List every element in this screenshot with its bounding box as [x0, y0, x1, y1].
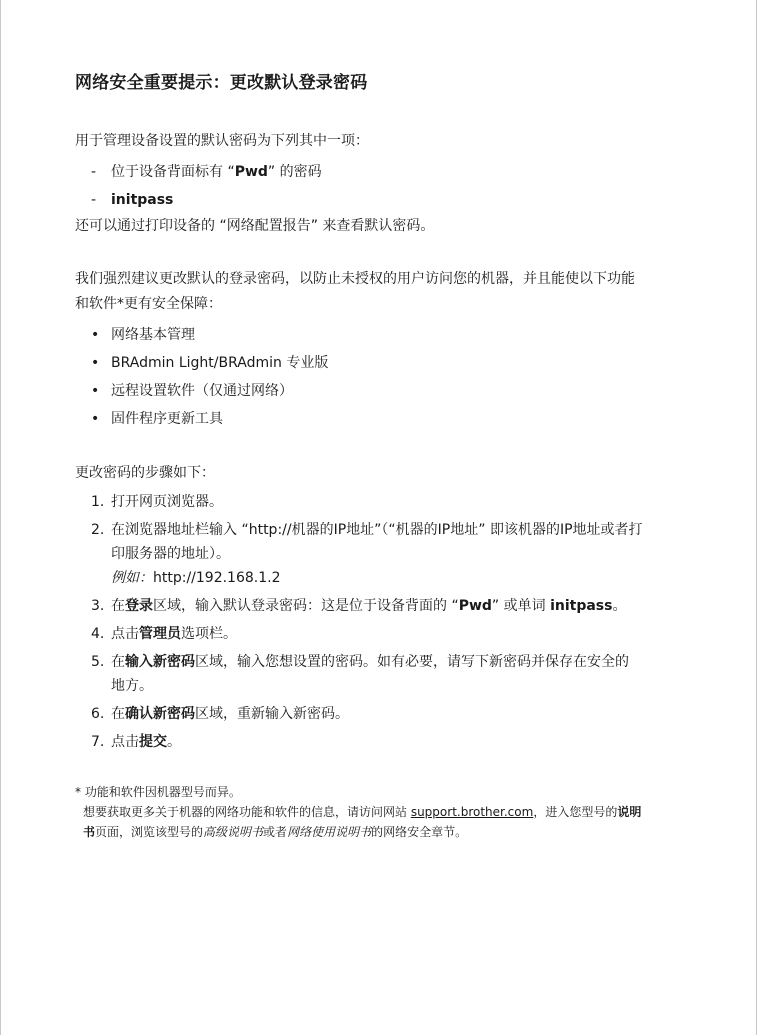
example-url: http://192.168.1.2 [153, 570, 281, 586]
recommend-line-1: 我们强烈建议更改默认的登录密码，以防止未授权的用户访问您的机器，并且能使以下功能 [75, 271, 635, 287]
step-1: 1. 打开网页浏览器。 [91, 494, 223, 510]
steps-heading: 更改密码的步骤如下： [75, 465, 215, 481]
recommend-line-2: 和软件*更有安全保障： [75, 296, 222, 312]
footnote-line-1: * 功能和软件因机器型号而异。 [75, 785, 241, 799]
list-item: • 远程设置软件（仅通过网络） [91, 383, 293, 399]
list-item: • BRAdmin Light/BRAdmin 专业版 [91, 355, 329, 371]
intro-line: 用于管理设备设置的默认密码为下列其中一项： [75, 133, 369, 149]
list-item: - initpass [91, 192, 174, 208]
feature-list [75, 321, 695, 433]
step-6: 6. 在确认新密码区域，重新输入新密码。 [91, 706, 349, 722]
footnote-line-2: 想要获取更多关于机器的网络功能和软件的信息，请访问网站 support.brother.com，进入您型号的说明 [83, 805, 642, 819]
step-3: 3. 在登录区域，输入默认登录密码：这是位于设备背面的 “Pwd” 或单词 initpass。 [91, 598, 627, 614]
page-title: 网络安全重要提示：更改默认登录密码 [75, 73, 368, 93]
step-2: 2. 在浏览器地址栏输入 “http://机器的IP地址”（“机器的IP地址” 即该机器的IP地址或者打 印服务器的地址）。 例如：http://192.168.1.2 [91, 522, 643, 586]
list-item: • 固件程序更新工具 [91, 411, 223, 427]
support-link[interactable]: support.brother.com [410, 805, 534, 819]
step-5: 5. 在输入新密码区域，输入您想设置的密码。如有必要，请写下新密码并保存在安全的 地方。 [91, 654, 629, 694]
list-item: • 网络基本管理 [91, 327, 195, 343]
step-7: 7. 点击提交。 [91, 734, 181, 750]
example-label: 例如： [111, 570, 153, 586]
list-item: - 位于设备背面标有 “Pwd” 的密码 [91, 164, 322, 180]
default-password-options [75, 158, 695, 214]
report-note: 还可以通过打印设备的 “网络配置报告” 来查看默认密码。 [75, 218, 435, 234]
step-4: 4. 点击管理员选项栏。 [91, 626, 237, 642]
steps-list [75, 490, 695, 754]
footnote-line-3: 书页面，浏览该型号的高级说明书或者网络使用说明书的网络安全章节。 [83, 825, 468, 839]
document-content [75, 70, 695, 842]
